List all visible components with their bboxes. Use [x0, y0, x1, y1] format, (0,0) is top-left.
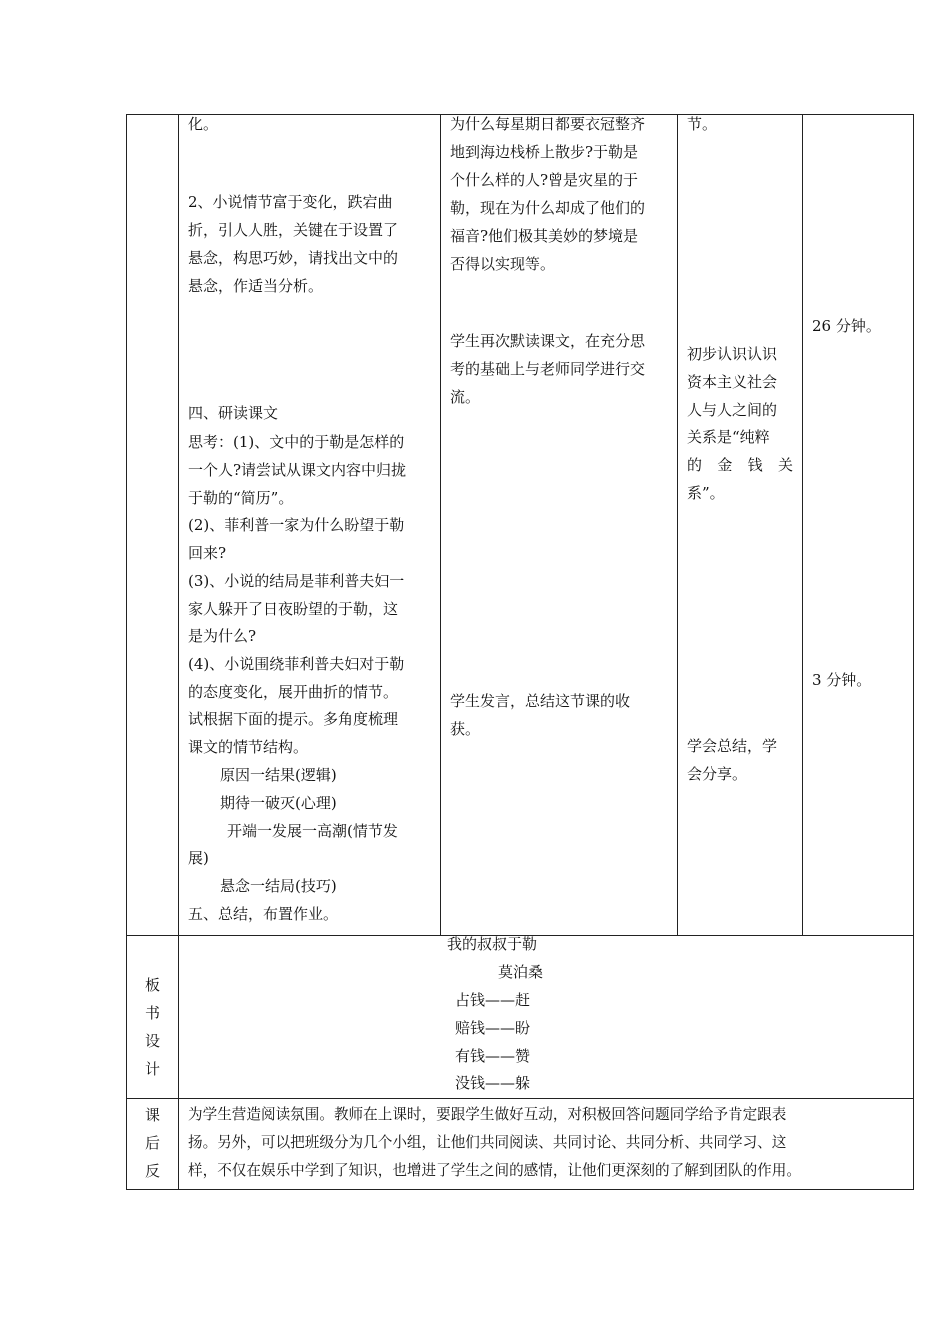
- board-label-char: 板: [145, 976, 161, 994]
- structure-hint: 悬念一结局(技巧): [220, 877, 337, 895]
- content-line: 回来?: [188, 544, 227, 562]
- content-line: 悬念，作适当分析。: [188, 277, 324, 295]
- activity-line: 为什么每星期日都要衣冠整齐: [450, 115, 646, 133]
- objective-line: 学会总结，学: [687, 737, 778, 755]
- objective-line: 节。: [687, 115, 718, 133]
- structure-hint: 原因一结果(逻辑): [220, 766, 337, 784]
- content-line: 悬念，构思巧妙，请找出文中的: [188, 249, 399, 267]
- content-line: 课文的情节结构。: [188, 738, 309, 756]
- reflection-label-char: 后: [145, 1134, 161, 1152]
- content-line: (2)、菲利普一家为什么盼望于勒: [188, 516, 405, 534]
- activity-line: 学生发言，总结这节课的收: [450, 692, 631, 710]
- content-line: 是为什么?: [188, 627, 257, 645]
- reflection-label-char: 课: [145, 1106, 161, 1124]
- content-line: 家人躲开了日夜盼望的于勒，这: [188, 600, 399, 618]
- activity-line: 考的基础上与老师同学进行交: [450, 360, 646, 378]
- structure-hint: 开端一发展一高潮(情节发: [227, 822, 398, 840]
- board-title: 我的叔叔于勒: [447, 935, 538, 953]
- activity-line: 勒，现在为什么却成了他们的: [450, 199, 646, 217]
- table-column-divider-4: [802, 114, 803, 936]
- content-line: 的态度变化，展开曲折的情节。: [188, 683, 399, 701]
- reflection-line: 扬。另外，可以把班级分为几个小组，让他们共同阅读、共同讨论、共同分析、共同学习、这: [188, 1134, 787, 1151]
- structure-hint: 期待一破灭(心理): [220, 794, 337, 812]
- objective-line: 会分享。: [687, 765, 748, 783]
- table-divider-reflection: [126, 1098, 914, 1099]
- content-line: (3)、小说的结局是菲利普夫妇一: [188, 572, 405, 590]
- table-column-divider-2: [440, 114, 441, 936]
- content-line: 2、小说情节富于变化，跌宕曲: [188, 193, 393, 211]
- board-line: 有钱——赞: [455, 1047, 531, 1065]
- activity-line: 福音?他们极其美妙的梦境是: [450, 227, 639, 245]
- board-label-char: 设: [145, 1032, 161, 1050]
- content-line: (4)、小说围绕菲利普夫妇对于勒: [188, 655, 405, 673]
- objective-line: 初步认识认识: [687, 345, 778, 363]
- objective-line: 的 金 钱 关: [687, 456, 793, 474]
- reflection-line: 样，不仅在娱乐中学到了知识，也增进了学生之间的感情，让他们更深刻的了解到团队的作用。: [188, 1162, 801, 1179]
- table-border-left: [126, 114, 127, 1190]
- section-heading: 四、研读课文: [188, 404, 279, 422]
- table-column-divider-1: [178, 114, 179, 1190]
- reflection-line: 为学生营造阅读氛围。教师在上课时，要跟学生做好互动，对积极回答问题同学给予肯定跟表: [188, 1106, 787, 1123]
- board-line: 没钱——躲: [455, 1074, 531, 1092]
- activity-line: 地到海边栈桥上散步?于勒是: [450, 143, 639, 161]
- table-border-right: [913, 114, 914, 1190]
- time-allocation: 26 分钟。: [812, 317, 881, 335]
- activity-line: 获。: [450, 720, 481, 738]
- structure-hint: 展): [188, 849, 209, 867]
- objective-line: 资本主义社会: [687, 373, 778, 391]
- board-label-char: 计: [145, 1060, 161, 1078]
- board-line: 赔钱——盼: [455, 1019, 531, 1037]
- time-allocation: 3 分钟。: [812, 671, 872, 689]
- activity-line: 学生再次默读课文，在充分思: [450, 332, 646, 350]
- content-line: 折，引人人胜，关键在于设置了: [188, 221, 399, 239]
- objective-line: 系”。: [687, 484, 725, 502]
- content-line: 一个人?请尝试从课文内容中归拢: [188, 461, 407, 479]
- board-label-char: 书: [145, 1004, 161, 1022]
- content-line: 化。: [188, 115, 219, 133]
- content-line: 于勒的“简历”。: [188, 489, 294, 507]
- board-author: 莫泊桑: [498, 963, 544, 981]
- content-line: 思考：(1)、文中的于勒是怎样的: [188, 433, 405, 451]
- reflection-label-char: 反: [145, 1162, 161, 1180]
- activity-line: 否得以实现等。: [450, 255, 556, 273]
- board-line: 占钱——赶: [455, 991, 531, 1009]
- activity-line: 流。: [450, 388, 481, 406]
- objective-line: 人与人之间的: [687, 401, 778, 419]
- table-column-divider-3: [677, 114, 678, 936]
- table-border-bottom: [126, 1189, 914, 1190]
- content-line: 试根据下面的提示。多角度梳理: [188, 710, 399, 728]
- activity-line: 个什么样的人?曾是灾星的于: [450, 171, 639, 189]
- objective-line: 关系是“纯粹: [687, 428, 770, 446]
- section-heading: 五、总结，布置作业。: [188, 905, 339, 923]
